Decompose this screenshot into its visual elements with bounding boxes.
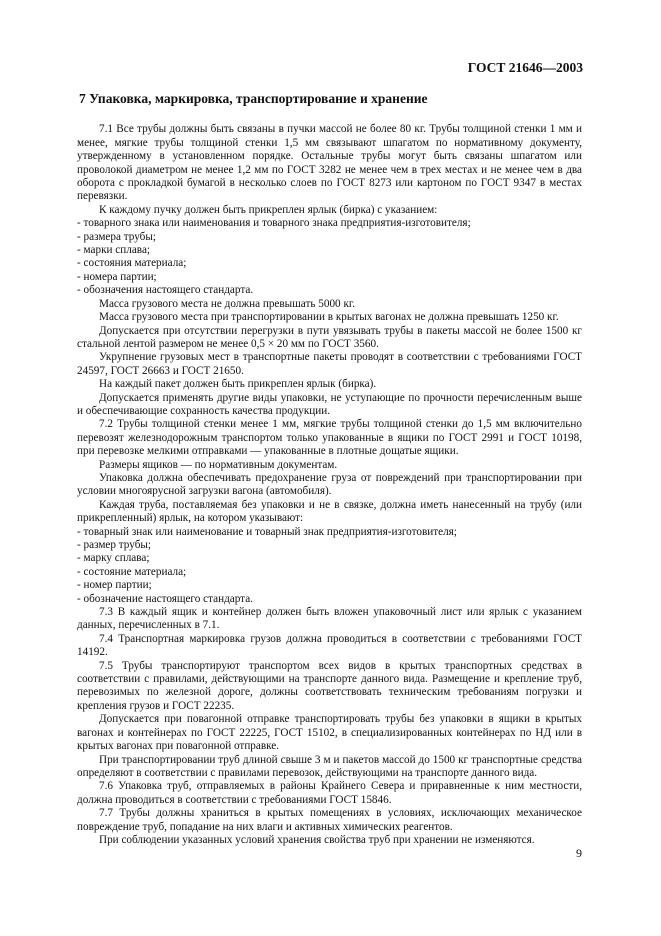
- list-item: - товарного знака или наименования и товарного знака предприятия-изготовителя;: [77, 217, 471, 230]
- label-list-bundle: [77, 217, 582, 297]
- paragraph: Каждая труба, поставляемая без упаковки и не в связке, должна иметь нанесенный на трубу (или прикрепленный) ярлык, на котором указывают:: [77, 498, 582, 525]
- paragraph: При соблюдении указанных условий хранения свойства труб при хранении не изменяются.: [99, 833, 535, 846]
- paragraph-7-5: 7.5 Трубы транспортируют транспортом всех видов в крытых транспортных средствах в соответствии с правилами, действующими на транспорте данного вида. Размещение и крепление труб, перевозимых по железной дороге, должны соответствовать техническим требованиям погрузки и крепления грузов и ГОСТ 22235.: [77, 659, 582, 712]
- list-item: - состояния материала;: [77, 257, 187, 270]
- list-item: - размера трубы;: [77, 230, 156, 243]
- paragraph: Масса грузового места не должна превышать 5000 кг.: [99, 297, 355, 310]
- list-item: - обозначение настоящего стандарта.: [77, 592, 253, 605]
- paragraph: На каждый пакет должен быть прикреплен ярлык (бирка).: [99, 378, 377, 391]
- paragraph: К каждому пучку должен быть прикреплен ярлык (бирка) с указанием:: [99, 203, 438, 216]
- paragraph-7-6: 7.6 Упаковка труб, отправляемых в районы Крайнего Севера и приравненные к ним местности, должна проводиться в соответствии с требованиями ГОСТ 15846.: [77, 780, 582, 806]
- document-body: [77, 92, 582, 847]
- paragraph: Допускается применять другие виды упаковки, не уступающие по прочности перечисленным выше и обеспечивающие сохранность качества продукции.: [77, 391, 582, 417]
- paragraph-7-7: 7.7 Трубы должны храниться в крытых помещениях в условиях, исключающих механическое повреждение труб, попадание на них влаги и активных химических реагентов.: [77, 807, 582, 833]
- paragraph: При транспортировании труб длиной свыше 3 м и пакетов массой до 1500 кг транспортные средства определяют в соответствии с правилами перевозок, действующими на транспорте данного вида.: [77, 753, 582, 779]
- paragraph-7-3: 7.3 В каждый ящик и контейнер должен быть вложен упаковочный лист или ярлык с указанием данных, перечисленных в 7.1.: [77, 606, 582, 632]
- page-number: 9: [576, 846, 582, 860]
- list-item: - состояние материала;: [77, 565, 187, 578]
- paragraph-7-4: 7.4 Транспортная маркировка грузов должна проводиться в соответствии с требованиями ГОСТ 14192.: [77, 632, 582, 659]
- paragraph: Размеры ящиков — по нормативным документам.: [99, 458, 338, 471]
- list-item: - марки сплава;: [77, 244, 151, 257]
- paragraph-7-2: 7.2 Трубы толщиной стенки менее 1 мм, мягкие трубы толщиной стенки до 1,5 мм включительно перевозят железнодорожным транспортом только упакованные в ящики по ГОСТ 2991 и ГОСТ 10198, при перевозке мелкими отправками — упакованные в плотные дощатые ящики.: [77, 418, 582, 458]
- list-item: - товарный знак или наименование и товарный знак предприятия-изготовителя;: [77, 525, 457, 538]
- paragraph: Допускается при повагонной отправке транспортировать трубы без упаковки в ящики в крытых вагонах и контейнерах по ГОСТ 22225, ГОСТ 15102, в специализированных контейнерах по НД или в крытых вагонах при повагонной отправке.: [77, 713, 582, 753]
- label-list-pipe: [77, 526, 582, 606]
- section-title: 7 Упаковка, маркировка, транспортирование и хранение: [79, 91, 428, 106]
- list-item: - обозначения настоящего стандарта.: [77, 284, 254, 297]
- paragraph: Упаковка должна обеспечивать предохранение груза от повреждений при транспортировании при условии многоярусной загрузки вагона (автомобиля).: [77, 471, 582, 498]
- document-code: ГОСТ 21646—2003: [467, 60, 583, 75]
- paragraph: Допускается при отсутствии перегрузки в пути увязывать трубы в пакеты массой не более 1500 кг стальной лентой размером не менее 0,5 × 20 мм по ГОСТ 3560.: [77, 324, 582, 350]
- list-item: - марку сплава;: [77, 552, 150, 565]
- list-item: - размер трубы;: [77, 539, 152, 551]
- paragraph-7-1: 7.1 Все трубы должны быть связаны в пучки массой не более 80 кг. Трубы толщиной стенки 1 мм и менее, мягкие трубы толщиной стенки 1,5 мм связывают шпагатом по нормативному документу, утвержденному в установленном порядке. Остальные трубы могут быть связаны шпагатом или проволокой диаметром не менее 1,2 мм по ГОСТ 3282 не менее чем в трех местах и не менее чем в два оборота с прокладкой бумагой в несколько слоев по ГОСТ 8273 или картоном по ГОСТ 9347 в местах перевязки.: [77, 123, 582, 203]
- paragraph: Масса грузового места при транспортировании в крытых вагонах не должна превышать 1250 кг.: [99, 311, 559, 324]
- paragraph: Укрупнение грузовых мест в транспортные пакеты проводят в соответствии с требованиями ГОСТ 24597, ГОСТ 26663 и ГОСТ 21650.: [77, 351, 582, 377]
- list-item: - номер партии;: [77, 579, 152, 592]
- list-item: - номера партии;: [77, 270, 157, 283]
